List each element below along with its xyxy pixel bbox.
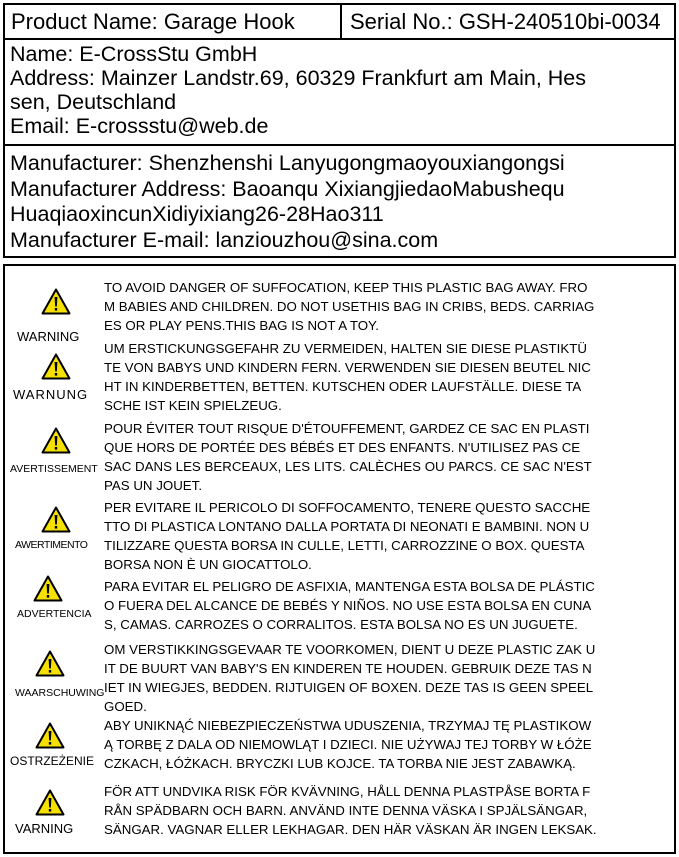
product-name: Product Name: Garage Hook (11, 9, 295, 34)
warning-text-line: O FUERA DEL ALCANCE DE BEBÉS Y NIÑOS. NO USE ESTA BOLSA EN CUNA (104, 598, 592, 613)
warning-text-line: Ą TORBĘ Z DALA OD NIEMOWLĄT I DZIECI. NIE UŻYWAJ TEJ TORBY W ŁÓŻE (104, 737, 592, 752)
warning-label: ADVERTENCIA (17, 608, 92, 620)
warning-triangle-icon (33, 575, 63, 602)
importer-section (5, 40, 674, 146)
warning-triangle-icon (35, 789, 65, 816)
warning-text-line: TO AVOID DANGER OF SUFFOCATION, KEEP THIS PLASTIC BAG AWAY. FRO (104, 280, 588, 295)
warning-text (104, 577, 670, 634)
manufacturer-section (5, 148, 674, 256)
warning-text (104, 640, 670, 716)
importer-email: Email: E-crossstu@web.de (10, 114, 269, 138)
warning-text-line: CZKACH, ŁÓŻKACH. BRYCZKI LUB KOJCE. TA TORBA NIE JEST ZABAWKĄ. (104, 756, 576, 771)
warning-text (104, 419, 670, 495)
importer-address-line1: Address: Mainzer Landstr.69, 60329 Frankfurt am Main, Hes (10, 66, 586, 90)
warning-text-line: UM ERSTICKUNGSGEFAHR ZU VERMEIDEN, HALTEN SIE DIESE PLASTIKTÜ (104, 341, 587, 356)
serial-number: Serial No.: GSH-240510bi-0034 (350, 9, 661, 34)
warning-text-line: SCHE IST KEIN SPIELZEUG. (104, 398, 282, 413)
manufacturer-name: Manufacturer: Shenzhenshi Lanyugongmaoyouxiangongsi (10, 151, 565, 175)
warning-text-line: ES OR PLAY PENS.THIS BAG IS NOT A TOY. (104, 318, 379, 333)
warning-triangle-icon (41, 506, 71, 533)
warning-triangle-icon (41, 353, 71, 380)
warning-label: AVERTISSEMENT (10, 463, 98, 475)
warning-text-line: PARA EVITAR EL PELIGRO DE ASFIXIA, MANTENGA ESTA BOLSA DE PLÁSTIC (104, 579, 595, 594)
warning-text-line: FÖR ATT UNDVIKA RISK FÖR KVÄVNING, HÅLL DENNA PLASTPÅSE BORTA F (104, 784, 591, 799)
warning-label: AWERTIMENTO (15, 539, 88, 551)
warning-box (3, 264, 676, 854)
manufacturer-address-line2: HuaqiaoxincunXidiyixiang26-28Hao311 (10, 202, 384, 226)
label-info-box (3, 3, 676, 258)
warning-label: OSTRZEŻENIE (10, 754, 95, 768)
warning-text-line: ABY UNIKNĄĆ NIEBEZPIECZEŃSTWA UDUSZENIA, TRZYMAJ TĘ PLASTIKOW (104, 718, 592, 733)
warning-text-line: TTO DI PLASTICA LONTANO DALLA PORTATA DI NEONATI E BAMBINI. NON U (104, 519, 590, 534)
manufacturer-address-line1: Manufacturer Address: Baoanqu XixiangjiedaoMabushequ (10, 176, 565, 201)
warning-text-line: RÅN SPÄDBARN OCH BARN. ANVÄND INTE DENNA VÄSKA I SPJÄLSÄNGAR, (104, 803, 588, 818)
warning-text-line: SAC DANS LES BERCEAUX, LES LITS. CALÈCHES OU PARCS. CE SAC N'EST (104, 459, 592, 474)
warning-text-line: M BABIES AND CHILDREN. DO NOT USETHIS BAG IN CRIBS, BEDS. CARRIAG (104, 299, 595, 314)
warning-label: VARNING (15, 821, 74, 836)
warning-text-line: POUR ÉVITER TOUT RISQUE D'ÉTOUFFEMENT, GARDEZ CE SAC EN PLASTI (104, 421, 590, 436)
importer-name: Name: E-CrossStu GmbH (10, 42, 258, 66)
warning-triangle-icon (41, 288, 71, 315)
warning-text-line: OM VERSTIKKINGSGEVAAR TE VOORKOMEN, DIENT U DEZE PLASTIC ZAK U (104, 642, 596, 657)
product-row (5, 5, 674, 40)
warning-text (104, 339, 670, 415)
row-divider (340, 5, 342, 38)
warning-text-line: GOED. (104, 699, 147, 714)
warning-text-line: PER EVITARE IL PERICOLO DI SOFFOCAMENTO, TENERE QUESTO SACCHE (104, 500, 591, 515)
importer-address-line2: sen, Deutschland (10, 90, 177, 114)
warning-text-line: BORSA NON È UN GIOCATTOLO. (104, 557, 312, 572)
warning-label: WARNUNG (13, 387, 89, 402)
warning-text-line: TILIZZARE QUESTA BORSA IN CULLE, LETTI, CARROZZINE O BOX. QUESTA (104, 538, 585, 553)
warning-text (104, 716, 670, 773)
warning-triangle-icon (35, 650, 65, 677)
warning-label: WARNING (17, 329, 80, 344)
warning-triangle-icon (41, 427, 71, 454)
warning-text-line: S, CAMAS. CARROZES O CORRALITOS. ESTA BOLSA NO ES UN JUGUETE. (104, 617, 578, 632)
warning-text (104, 782, 670, 839)
warning-text-line: TE VON BABYS UND KINDERN FERN. VERWENDEN SIE DIESEN BEUTEL NIC (104, 360, 591, 375)
warning-label: WAARSCHUWING (15, 687, 105, 699)
warning-triangle-icon (35, 722, 65, 749)
warning-text (104, 498, 670, 574)
warning-text-line: QUE HORS DE PORTÉE DES BÉBÉS ET DES ENFANTS. N'UTILISEZ PAS CE (104, 440, 581, 455)
warning-text-line: PAS UN JOUET. (104, 478, 203, 493)
manufacturer-email: Manufacturer E-mail: lanziouzhou@sina.com (10, 227, 439, 252)
warning-text-line: HT IN KINDERBETTEN, BETTEN. KUTSCHEN ODER LAUFSTÄLLE. DIESE TA (104, 379, 582, 394)
warning-text-line: IT DE BUURT VAN BABY'S EN KINDEREN TE HOUDEN. GEBRUIK DEZE TAS N (104, 661, 592, 676)
warning-text-line: SÄNGAR. VAGNAR ELLER LEKHAGAR. DEN HÄR VÄSKAN ÄR INGEN LEKSAK. (104, 822, 597, 837)
warning-text (104, 278, 670, 335)
warning-text-line: IET IN WIEGJES, BEDDEN. RIJTUIGEN OF BOXEN. DEZE TAS IS GEEN SPEEL (104, 680, 594, 695)
